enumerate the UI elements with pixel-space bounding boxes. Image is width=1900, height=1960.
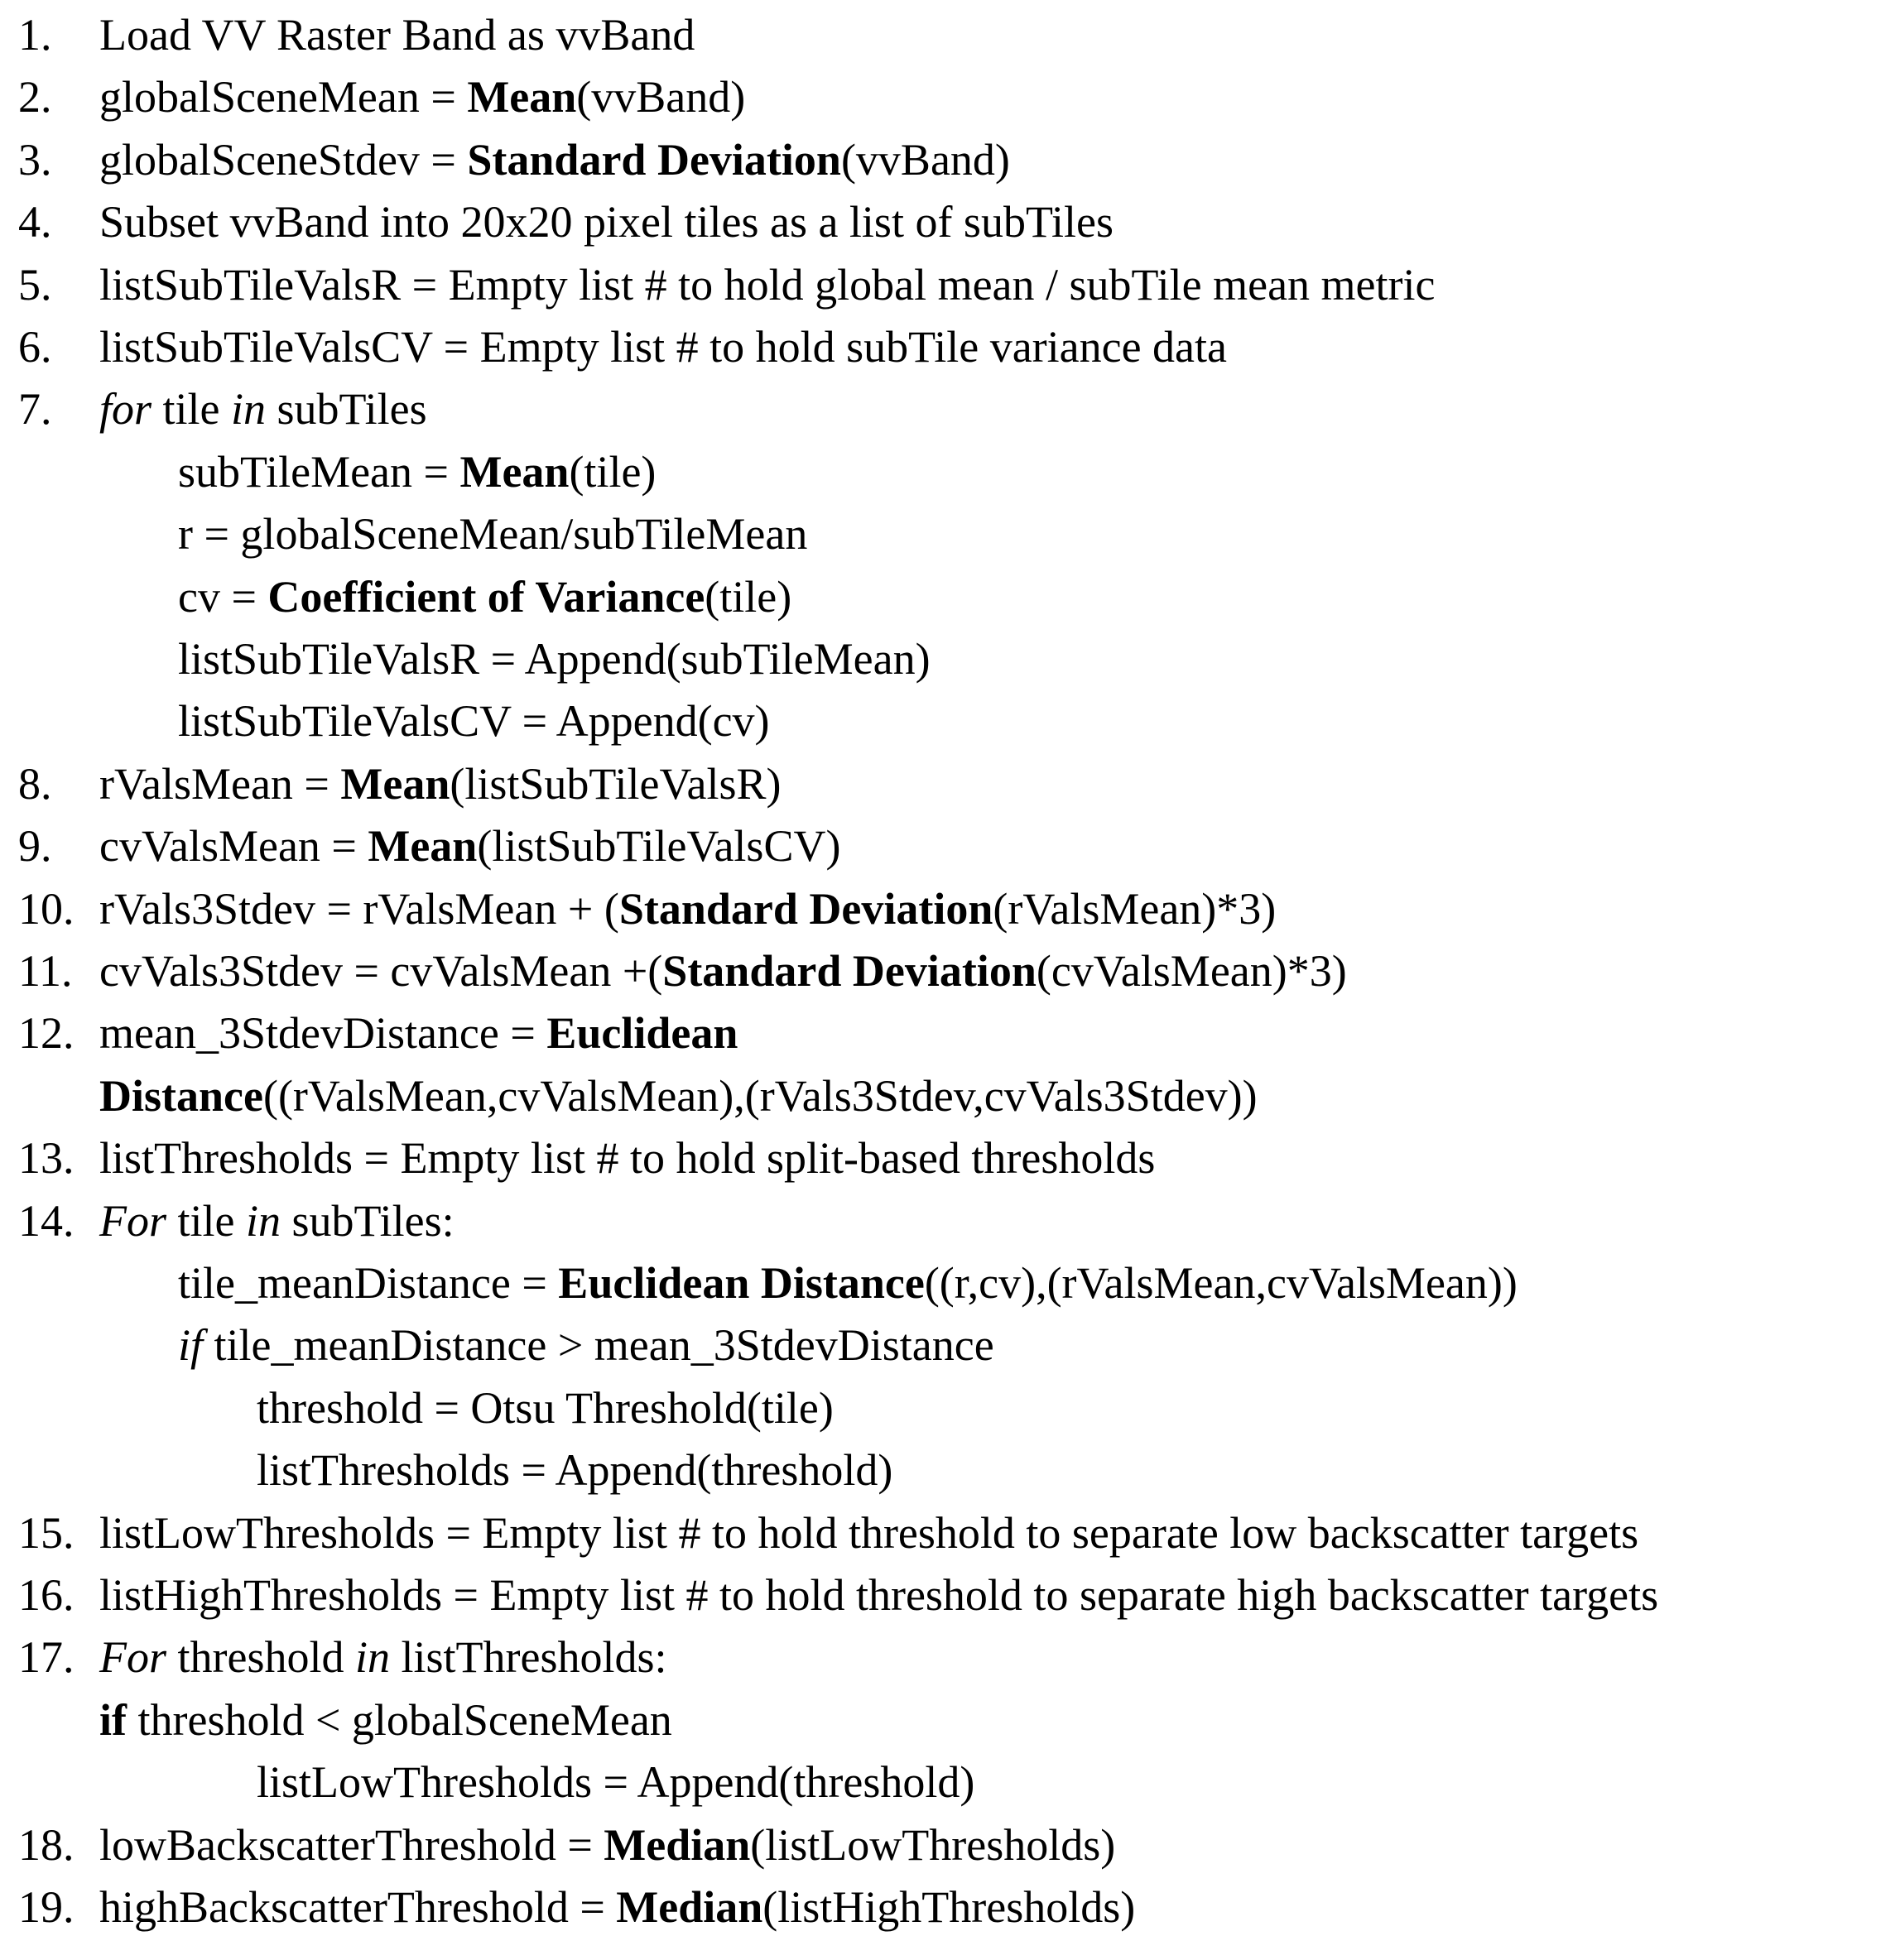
line-number: 3. xyxy=(18,134,52,185)
code-text: tile_meanDistance = xyxy=(178,1258,559,1308)
code-text: (listSubTileValsR) xyxy=(450,758,782,809)
code-text: listLowThresholds = Empty list # to hold threshold to separate low backscatter targets xyxy=(99,1507,1639,1558)
line-content xyxy=(178,1251,1518,1314)
code-line xyxy=(0,752,1900,815)
code-text: globalSceneStdev = xyxy=(99,134,468,185)
code-text: listSubTileValsR = Empty list # to hold global mean / subTile mean metric xyxy=(99,259,1436,310)
line-number: 13. xyxy=(18,1133,75,1184)
line-number: 8. xyxy=(18,758,52,809)
line-number: 16. xyxy=(18,1570,75,1620)
code-text: cv = xyxy=(178,571,268,622)
code-line xyxy=(0,1813,1900,1876)
italic-keyword: For xyxy=(99,1632,166,1683)
code-line xyxy=(0,1564,1900,1626)
line-number: 17. xyxy=(18,1632,75,1683)
bold-keyword: Standard Deviation xyxy=(467,134,841,185)
line-content xyxy=(99,1501,1638,1564)
code-text: Subset vvBand into 20x20 pixel tiles as a list of subTiles xyxy=(99,197,1114,247)
code-text: tile_meanDistance > mean_3StdevDistance xyxy=(203,1320,994,1371)
code-text: lowBackscatterThreshold = xyxy=(99,1819,604,1870)
code-text: globalSceneMean = xyxy=(99,72,468,122)
line-content xyxy=(99,128,1010,191)
code-text: listSubTileValsCV = Append(cv) xyxy=(178,696,770,747)
code-line xyxy=(0,1376,1900,1439)
code-line xyxy=(0,689,1900,752)
line-number: 5. xyxy=(18,259,52,310)
code-text: subTileMean = xyxy=(178,446,460,497)
bold-keyword: Mean xyxy=(368,821,478,872)
code-line xyxy=(0,1189,1900,1252)
line-number: 11. xyxy=(18,946,73,996)
code-text: (listLowThresholds) xyxy=(750,1819,1116,1870)
code-text: (cvValsMean)*3) xyxy=(1036,946,1347,996)
line-number: 10. xyxy=(18,883,75,934)
line-number: 6. xyxy=(18,322,52,372)
code-text: cvVals3Stdev = cvValsMean +( xyxy=(99,946,663,996)
code-text: listSubTileValsR = Append(subTileMean) xyxy=(178,634,931,684)
line-content xyxy=(99,1127,1155,1189)
line-content xyxy=(99,1689,672,1751)
line-content xyxy=(99,65,745,128)
line-content xyxy=(99,1189,455,1252)
code-line xyxy=(0,253,1900,316)
code-text: cvValsMean = xyxy=(99,821,368,872)
code-text: threshold < globalSceneMean xyxy=(127,1694,672,1745)
code-text: (vvBand) xyxy=(840,134,1010,185)
italic-keyword: For xyxy=(99,1195,166,1246)
bold-keyword: if xyxy=(99,1694,127,1745)
line-content xyxy=(99,315,1227,378)
line-content xyxy=(99,1564,1658,1626)
bold-keyword: Median xyxy=(616,1882,763,1932)
line-content xyxy=(178,689,770,752)
code-line xyxy=(0,1626,1900,1689)
line-content xyxy=(99,752,781,815)
code-text: (vvBand) xyxy=(576,72,746,122)
line-content xyxy=(178,1314,994,1376)
line-content xyxy=(99,1813,1115,1876)
code-line xyxy=(0,1127,1900,1189)
code-line xyxy=(0,440,1900,503)
line-content xyxy=(178,565,791,628)
line-number: 12. xyxy=(18,1008,75,1059)
bold-keyword: Coefficient of Variance xyxy=(267,571,705,622)
code-line xyxy=(0,627,1900,690)
italic-keyword: if xyxy=(178,1320,204,1371)
bold-keyword: Euclidean Distance xyxy=(558,1258,925,1308)
code-text: listHighThresholds = Empty list # to hold threshold to separate high backscatter targets xyxy=(99,1570,1659,1620)
line-content xyxy=(99,814,840,877)
code-line xyxy=(0,1314,1900,1376)
line-content xyxy=(99,877,1276,940)
line-number: 15. xyxy=(18,1507,75,1558)
italic-keyword: for xyxy=(99,384,152,435)
code-line xyxy=(0,939,1900,1002)
code-line xyxy=(0,1064,1900,1127)
code-line xyxy=(0,1751,1900,1813)
line-content xyxy=(257,1376,834,1439)
code-text: tile xyxy=(166,1195,246,1246)
bold-keyword: Median xyxy=(604,1819,751,1870)
code-text: (tile) xyxy=(569,446,657,497)
bold-keyword: Standard Deviation xyxy=(662,946,1037,996)
code-line xyxy=(0,128,1900,191)
code-line xyxy=(0,565,1900,628)
code-text: rVals3Stdev = rValsMean + ( xyxy=(99,883,619,934)
bold-keyword: Mean xyxy=(459,446,570,497)
italic-keyword: in xyxy=(245,1195,281,1246)
line-number: 4. xyxy=(18,197,52,247)
line-number: 1. xyxy=(18,10,52,60)
line-content xyxy=(99,1002,738,1064)
code-text: listThresholds = Empty list # to hold split-based thresholds xyxy=(99,1133,1156,1184)
line-content xyxy=(99,253,1435,316)
code-text: threshold xyxy=(166,1632,355,1683)
line-content xyxy=(99,3,695,66)
line-number: 19. xyxy=(18,1882,75,1932)
code-text: (listSubTileValsCV) xyxy=(477,821,841,872)
bold-keyword: Standard Deviation xyxy=(618,883,993,934)
code-text: listSubTileValsCV = Empty list # to hold subTile variance data xyxy=(99,322,1227,372)
code-text: (listHighThresholds) xyxy=(762,1882,1136,1932)
line-content xyxy=(99,939,1347,1002)
code-text: listLowThresholds = Append(threshold) xyxy=(257,1757,975,1808)
code-line xyxy=(0,1002,1900,1064)
code-text: rValsMean = xyxy=(99,758,341,809)
code-text: tile xyxy=(152,384,232,435)
code-line xyxy=(0,1501,1900,1564)
bold-keyword: Euclidean xyxy=(546,1008,738,1059)
code-line xyxy=(0,1876,1900,1938)
code-text: threshold = Otsu Threshold(tile) xyxy=(257,1382,834,1433)
code-line xyxy=(0,315,1900,378)
code-text: listThresholds = Append(threshold) xyxy=(257,1445,893,1496)
line-content xyxy=(257,1439,892,1501)
bold-keyword: Mean xyxy=(340,758,450,809)
code-line xyxy=(0,1251,1900,1314)
line-number: 7. xyxy=(18,384,52,435)
line-number: 2. xyxy=(18,72,52,122)
line-number: 18. xyxy=(18,1819,75,1870)
line-content xyxy=(257,1751,974,1813)
line-content xyxy=(99,377,427,440)
code-text: mean_3StdevDistance = xyxy=(99,1008,547,1059)
line-content xyxy=(99,1064,1258,1127)
code-text: ((rValsMean,cvValsMean),(rVals3Stdev,cvVals3Stdev)) xyxy=(262,1070,1258,1121)
line-content xyxy=(178,627,931,690)
code-text: subTiles xyxy=(266,384,427,435)
code-text: r = globalSceneMean/subTileMean xyxy=(178,509,808,560)
code-line xyxy=(0,502,1900,565)
code-line xyxy=(0,190,1900,253)
code-text: (tile) xyxy=(705,571,792,622)
code-line xyxy=(0,65,1900,128)
line-number: 14. xyxy=(18,1195,75,1246)
line-content xyxy=(178,502,807,565)
code-line xyxy=(0,377,1900,440)
code-line xyxy=(0,1439,1900,1501)
line-content xyxy=(178,440,656,503)
line-number: 9. xyxy=(18,821,52,872)
italic-keyword: in xyxy=(231,384,267,435)
code-text: highBackscatterThreshold = xyxy=(99,1882,617,1932)
code-text: subTiles: xyxy=(281,1195,455,1246)
code-line xyxy=(0,877,1900,940)
line-content xyxy=(99,190,1114,253)
code-text: Load VV Raster Band as vvBand xyxy=(99,10,695,60)
italic-keyword: in xyxy=(354,1632,390,1683)
code-text: ((r,cv),(rValsMean,cvValsMean)) xyxy=(924,1258,1518,1308)
code-line xyxy=(0,814,1900,877)
code-line xyxy=(0,1689,1900,1751)
bold-keyword: Distance xyxy=(99,1070,263,1121)
code-text: (rValsMean)*3) xyxy=(993,883,1277,934)
code-text: listThresholds: xyxy=(390,1632,667,1683)
bold-keyword: Mean xyxy=(467,72,577,122)
line-content xyxy=(99,1876,1135,1938)
line-content xyxy=(99,1626,667,1689)
code-line xyxy=(0,3,1900,66)
